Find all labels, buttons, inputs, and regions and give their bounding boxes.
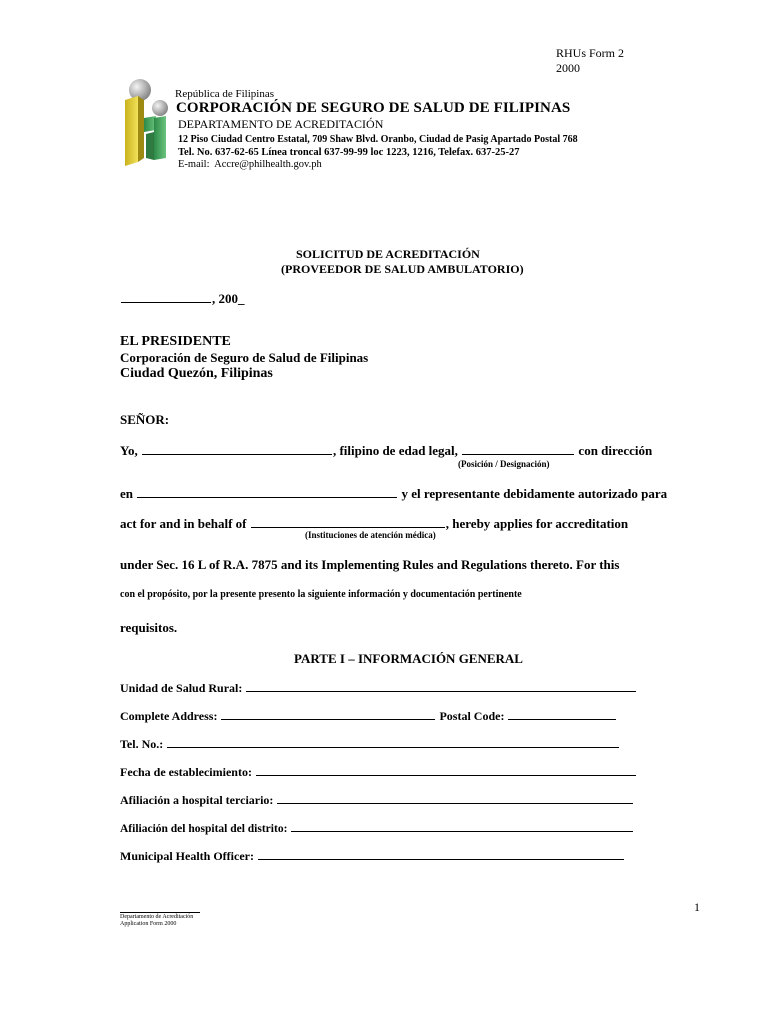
text-en: en: [120, 486, 133, 501]
postal-label: Postal Code:: [439, 709, 505, 723]
district-input[interactable]: [291, 819, 633, 832]
field-established: [120, 763, 637, 780]
footer-dept: Departamento de Acreditación: [120, 914, 194, 920]
text-act-for: act for and in behalf of: [120, 516, 247, 531]
district-label: Afiliación del hospital del distrito:: [120, 823, 288, 835]
field-district: [120, 819, 634, 835]
form-title-line1: SOLICITUD DE ACREDITACIÓN: [296, 247, 480, 261]
field-rural-unit: [120, 679, 637, 696]
form-title-line2: (PROVEEDOR DE SALUD AMBULATORIO): [281, 262, 524, 276]
email-address[interactable]: Accre@philhealth.gov.ph: [214, 159, 322, 170]
date-year: , 200_: [212, 291, 245, 306]
field-address: [120, 707, 617, 724]
page-number: 1: [694, 900, 700, 914]
philhealth-logo-icon: [122, 78, 172, 168]
established-input[interactable]: [256, 763, 636, 776]
address-label: Complete Address:: [120, 709, 218, 723]
mho-label: Municipal Health Officer:: [120, 849, 254, 863]
address-blank[interactable]: [137, 485, 397, 498]
header-country: República de Filipinas: [175, 88, 274, 100]
header-address: 12 Piso Ciudad Centro Estatal, 709 Shaw Blvd. Oranbo, Ciudad de Pasig Apartado Postal 768: [178, 134, 578, 145]
institution-note: (Instituciones de atención médica): [305, 530, 436, 540]
tel-input[interactable]: [167, 735, 619, 748]
rural-unit-label: Unidad de Salud Rural:: [120, 681, 243, 695]
name-blank[interactable]: [142, 442, 332, 455]
date-blank[interactable]: [121, 290, 211, 303]
tertiary-input[interactable]: [277, 791, 633, 804]
body-line-2: [120, 485, 667, 502]
text-representante: y el representante debidamente autorizado para: [401, 486, 668, 501]
form-id: RHUs Form 2: [556, 46, 625, 60]
date-row: [120, 290, 245, 307]
email-label: E-mail:: [178, 159, 210, 170]
salutation: SEÑOR:: [120, 412, 170, 427]
body-line-5: con el propósito, por la presente presento la siguiente información y documentación pertinente: [120, 589, 522, 600]
body-line-1: [120, 442, 652, 459]
text-hereby-applies: , hereby applies for accreditation: [445, 516, 629, 531]
position-note: (Posición / Designación): [458, 459, 550, 469]
footer-rule: [120, 912, 200, 913]
text-yo: Yo,: [120, 443, 138, 458]
tertiary-label: Afiliación a hospital terciario:: [120, 793, 274, 807]
form-year: 2000: [556, 61, 580, 75]
postal-input[interactable]: [508, 707, 616, 720]
institution-blank[interactable]: [251, 515, 445, 528]
text-con-direccion: con dirección: [578, 443, 653, 458]
addressee-title: EL PRESIDENTE: [120, 334, 231, 349]
header-phones: Tel. No. 637-62-65 Línea troncal 637-99-99 loc 1223, 1216, Telefax. 637-25-27: [178, 147, 520, 158]
tel-label: Tel. No.:: [120, 737, 164, 751]
established-label: Fecha de establecimiento:: [120, 765, 252, 779]
field-tertiary: [120, 791, 634, 808]
rural-unit-input[interactable]: [246, 679, 636, 692]
address-input[interactable]: [221, 707, 435, 720]
header-department: DEPARTAMENTO DE ACREDITACIÓN: [178, 117, 384, 131]
mho-input[interactable]: [258, 847, 624, 860]
header-email-row: [178, 159, 322, 170]
position-blank[interactable]: [462, 442, 574, 455]
footer-form: Application Form 2000: [120, 921, 177, 927]
part1-heading: PARTE I – INFORMACIÓN GENERAL: [294, 651, 523, 666]
body-line-6: requisitos.: [120, 620, 178, 635]
addressee-org: Corporación de Seguro de Salud de Filipinas: [120, 350, 369, 365]
header-corporation: CORPORACIÓN DE SEGURO DE SALUD DE FILIPINAS: [176, 100, 571, 116]
text-filipino: , filipino de edad legal,: [332, 443, 458, 458]
field-mho: [120, 847, 625, 864]
field-tel: [120, 735, 620, 752]
addressee-city: Ciudad Quezón, Filipinas: [120, 366, 273, 381]
body-line-4: under Sec. 16 L of R.A. 7875 and its Implementing Rules and Regulations thereto. For this: [120, 557, 620, 572]
